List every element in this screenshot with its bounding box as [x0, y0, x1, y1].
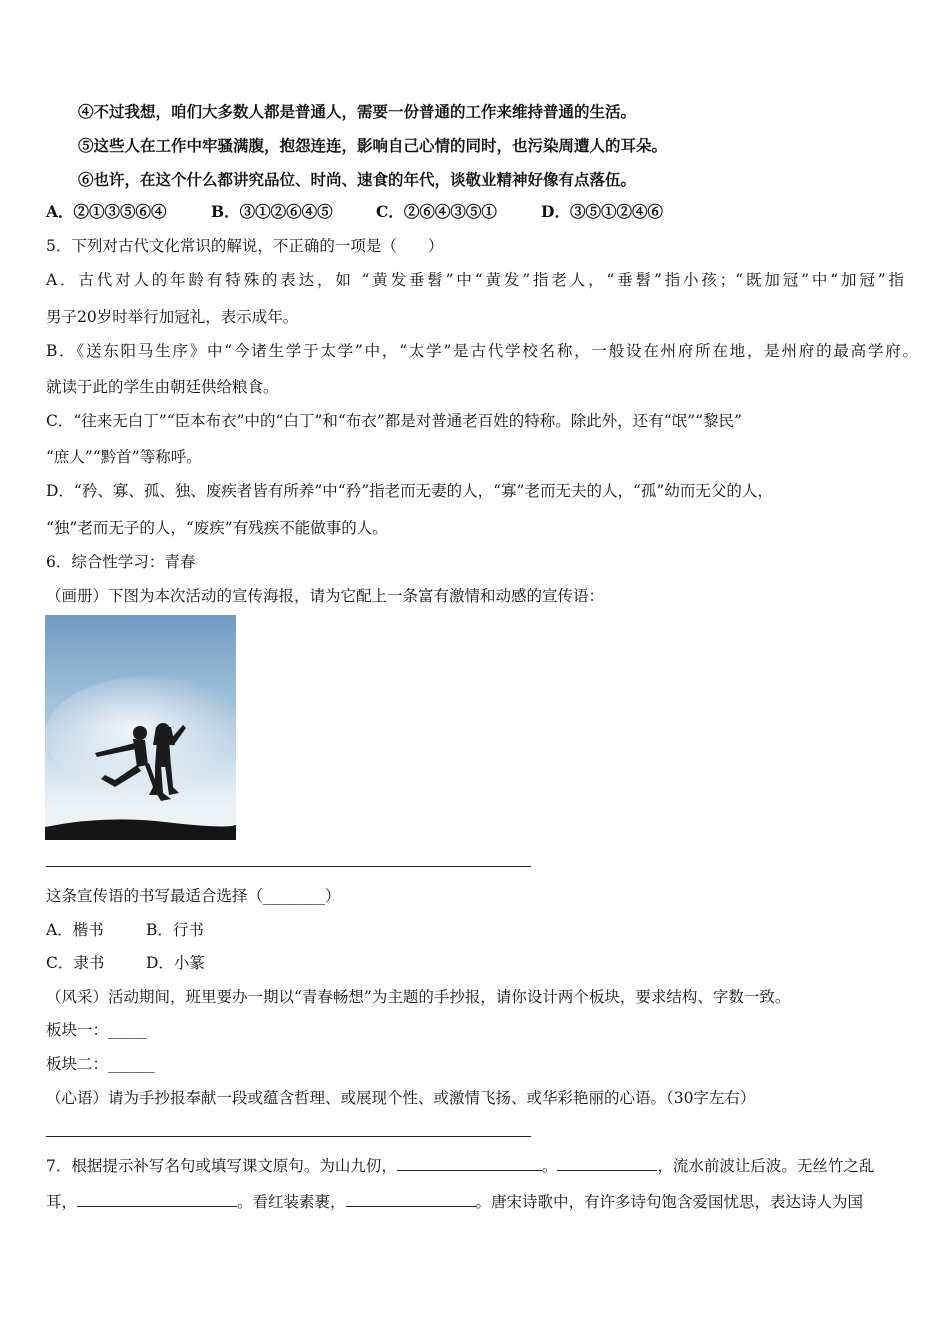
q7-text-1a: 7．根据提示补写名句或填写课文原句。为山九仞，	[46, 1157, 397, 1175]
answer-line-slogan[interactable]	[46, 866, 531, 867]
q5-stem: 5．下列对古代文化常识的解说，不正确的一项是（ ）	[46, 237, 444, 255]
q6-xinyu: （心语）请为手抄报奉献一段或蕴含哲理、或展现个性、或激情飞扬、或华彩艳丽的心语。（30字左右）	[46, 1089, 756, 1107]
sentence-5: ⑤这些人在工作中牢骚满腹，抱怨连连，影响自己心情的同时，也污染周遭人的耳朵。	[78, 136, 668, 155]
script-option-d[interactable]: D．小篆	[146, 954, 205, 972]
q5-option-c-line2: “庶人”“黔首”等称呼。	[46, 448, 202, 466]
block-one[interactable]: 板块一：_____	[46, 1021, 147, 1039]
q7-blank-1[interactable]	[397, 1156, 542, 1171]
q7-text-2a: 耳，	[46, 1193, 78, 1211]
q6-fengcai: （风采）活动期间，班里要办一期以“青春畅想”为主题的手抄报，请你设计两个板块，要求结构、字数一致。	[46, 988, 791, 1006]
q7-blank-3[interactable]	[77, 1192, 237, 1207]
q5-option-a-line1: A．古代对人的年龄有特殊的表达，如 “黄发垂髫”中“黄发”指老人，“垂髫”指小孩；“既加冠”中“加冠”指	[46, 271, 904, 289]
q5-option-b-line2: 就读于此的学生由朝廷供给粮食。	[46, 378, 279, 396]
q5-option-a-line2: 男子20岁时举行加冠礼，表示成年。	[46, 308, 299, 326]
block-two[interactable]: 板块二：______	[46, 1055, 155, 1073]
youth-poster-image	[45, 615, 236, 840]
answer-line-xinyu[interactable]	[46, 1136, 531, 1137]
q7-blank-2[interactable]	[557, 1156, 657, 1171]
sentence-6: ⑥也许，在这个什么都讲究品位、时尚、速食的年代，谈敬业精神好像有点落伍。	[78, 170, 637, 189]
q4-option-b[interactable]: B．③①②⑥④⑤	[211, 202, 333, 221]
q5-option-c-line1: C．“往来无白丁”“臣本布衣”中的“白丁”和“布衣”都是对普通老百姓的特称。除此外，还有“氓”“黎民”	[46, 412, 742, 430]
q6-choose: 这条宣传语的书写最适合选择（________）	[46, 887, 341, 905]
script-option-a[interactable]: A．楷书	[46, 921, 104, 939]
q4-option-c[interactable]: C．②⑥④③⑤①	[376, 202, 497, 221]
q6-huace: （画册）下图为本次活动的宣传海报，请为它配上一条富有激情和动感的宣传语：	[46, 587, 605, 605]
script-options-row1	[46, 920, 204, 940]
sentence-4: ④不过我想，咱们大多数人都是普通人，需要一份普通的工作来维持普通的生活。	[78, 102, 637, 121]
q7-line1	[46, 1156, 874, 1176]
q4-option-d[interactable]: D．③⑤①②④⑥	[541, 202, 663, 221]
script-option-c[interactable]: C．隶书	[46, 954, 105, 972]
q4-options	[46, 202, 663, 222]
q7-blank-4[interactable]	[346, 1192, 476, 1207]
q4-option-a[interactable]: A．②①③⑤⑥④	[46, 202, 167, 221]
script-option-b[interactable]: B．行书	[146, 921, 204, 939]
q7-line2	[46, 1192, 863, 1212]
q7-text-1c: ，流水前波让后波。无丝竹之乱	[657, 1157, 875, 1175]
q6-stem: 6．综合性学习：青春	[46, 553, 196, 571]
q7-text-2b: 。看红装素裹，	[237, 1193, 346, 1211]
script-options-row2	[46, 953, 205, 973]
q5-option-b-line1: B．《送东阳马生序》中“今诸生学于太学”中，“太学”是古代学校名称，一般设在州府所在地，是州府的最高学府。	[46, 342, 918, 360]
q5-option-d-line2: “独”老而无子的人，“废疾”有残疾不能做事的人。	[46, 519, 388, 537]
q5-option-d-line1: D．“矜、寡、孤、独、废疾者皆有所养”中“矜”指老而无妻的人，“寡”老而无夫的人，“孤”幼而无父的人，	[46, 482, 773, 500]
q7-text-1b: 。	[541, 1157, 558, 1175]
q7-text-2c: 。唐宋诗歌中，有许多诗句饱含爱国忧思，表达诗人为国	[475, 1193, 864, 1211]
